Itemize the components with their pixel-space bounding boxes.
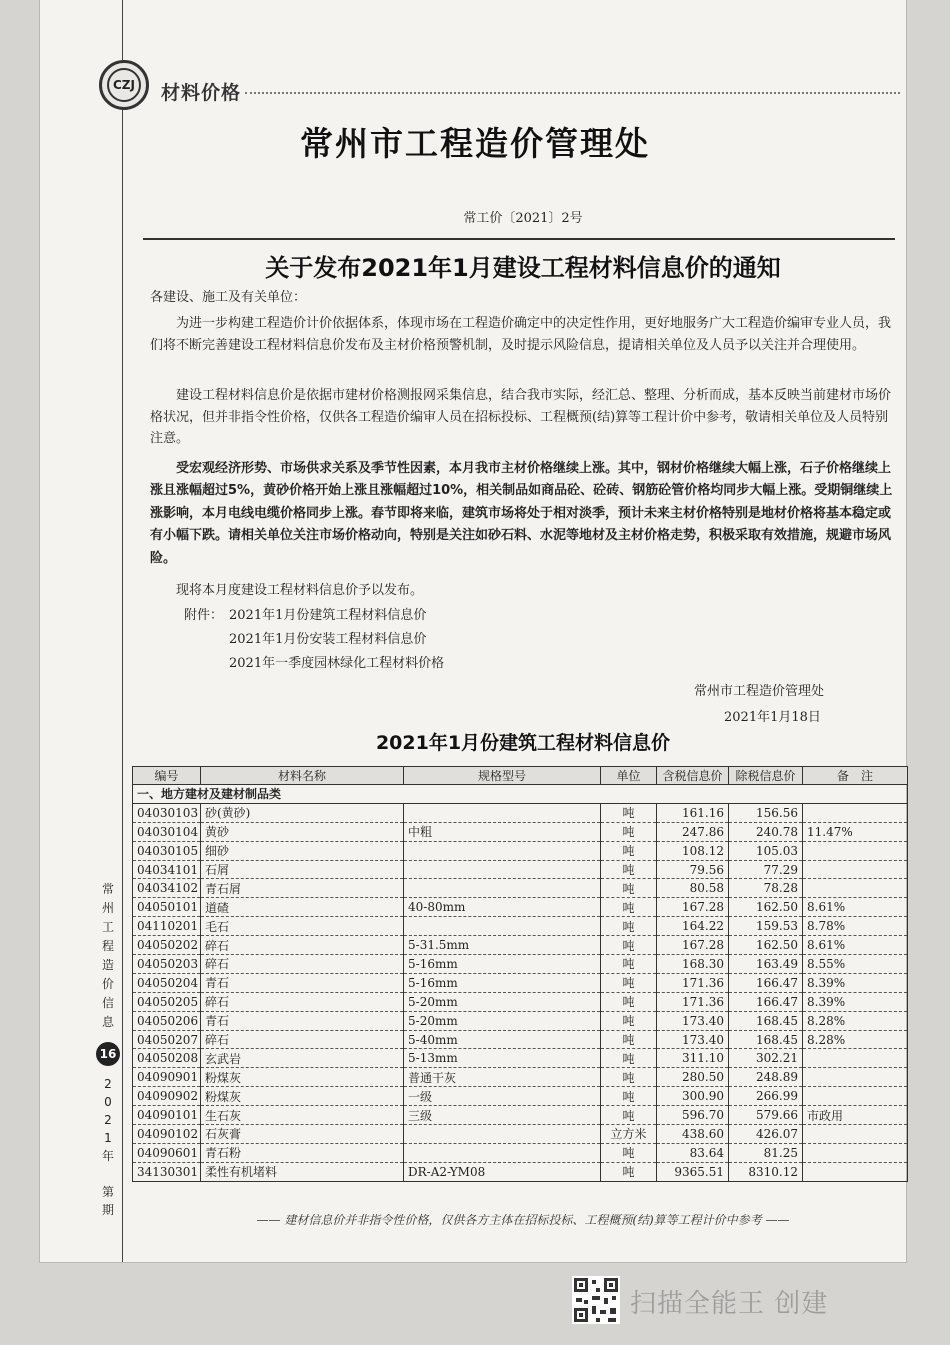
table-cell: 168.30 [657,955,729,974]
table-cell: 596.70 [657,1106,729,1125]
section-tag: 材料价格 [161,82,242,104]
table-cell: 一级 [404,1087,601,1106]
table-row [133,803,908,822]
notice-paragraph-4: 现将本月度建设工程材料信息价予以发布。 [176,583,424,598]
table-cell: 吨 [601,1011,657,1030]
table-cell: 04050205 [133,992,201,1011]
table-cell: DR-A2-YM08 [404,1162,601,1181]
notice-paragraph-2: 建设工程材料信息价是依据市建材价格测报网采集信息，结合我市实际，经汇总、整理、分析而成，基本反映当前建材市场价格状况，但并非指令性价格，仅供各工程造价编审人员在招标投标、工程概预(结)算等工程计价中参考，敬请相关单位及人员特别注意。 [150,388,892,447]
table-cell [803,1049,908,1068]
table-row [133,936,908,955]
table-row [133,841,908,860]
column-header: 含税信息价 [657,767,729,785]
table-cell: 吨 [601,1143,657,1162]
table-cell: 吨 [601,992,657,1011]
table-cell: 426.07 [729,1125,803,1144]
table-cell: 166.47 [729,973,803,992]
table-cell: 04030103 [133,803,201,822]
table-cell: 青石屑 [201,879,404,898]
attachment-item: 2021年1月份安装工程材料信息价 [229,632,427,647]
table-cell: 266.99 [729,1087,803,1106]
table-cell: 04034101 [133,860,201,879]
vertical-char: 1 [104,1131,112,1145]
category-row [133,785,908,804]
table-cell: 04090101 [133,1106,201,1125]
table-cell: 04030104 [133,822,201,841]
table-cell: 240.78 [729,822,803,841]
table-cell: 石屑 [201,860,404,879]
table-cell: 167.28 [657,936,729,955]
table-cell: 青石 [201,1011,404,1030]
table-row [133,879,908,898]
vertical-char: 0 [104,1095,112,1109]
table-cell: 吨 [601,803,657,822]
table-cell: 8.39% [803,992,908,1011]
table-cell: 8.28% [803,1011,908,1030]
table-cell: 04050207 [133,1030,201,1049]
column-header: 单位 [601,767,657,785]
category-label: 一、地方建材及建材制品类 [133,785,908,804]
table-row [133,1068,908,1087]
column-header: 材料名称 [201,767,404,785]
table-cell: 吨 [601,936,657,955]
table-cell: 三级 [404,1106,601,1125]
table-row [133,822,908,841]
vertical-char: 息 [101,1015,114,1029]
table-cell: 579.66 [729,1106,803,1125]
table-cell: 5-16mm [404,955,601,974]
page-number: 16 [96,1042,120,1066]
table-cell: 5-16mm [404,973,601,992]
table-row [133,1030,908,1049]
vertical-char [98,1165,118,1183]
table-cell: 毛石 [201,917,404,936]
table-cell: 5-31.5mm [404,936,601,955]
table-cell: 5-20mm [404,992,601,1011]
table-cell: 5-40mm [404,1030,601,1049]
attachment-item: 2021年一季度园林绿化工程材料价格 [229,656,445,671]
table-cell: 青石粉 [201,1143,404,1162]
table-cell: 171.36 [657,992,729,1011]
table-cell: 碎石 [201,955,404,974]
table-cell: 162.50 [729,898,803,917]
table-cell [803,1068,908,1087]
column-header: 除税信息价 [729,767,803,785]
table-cell: 302.21 [729,1049,803,1068]
table-cell: 吨 [601,860,657,879]
table-cell: 吨 [601,955,657,974]
table-cell: 碎石 [201,936,404,955]
table-cell: 81.25 [729,1143,803,1162]
document-rule [143,238,895,240]
attachment-label: 附件： [184,608,224,623]
table-cell: 吨 [601,898,657,917]
table-cell: 粉煤灰 [201,1068,404,1087]
signoff-organization: 常州市工程造价管理处 [694,684,825,699]
table-row [133,955,908,974]
table-cell: 04050208 [133,1049,201,1068]
vertical-char: 年 [101,1149,114,1163]
vertical-char: 州 [101,901,114,915]
qr-code-icon [572,1276,620,1324]
table-cell: 248.89 [729,1068,803,1087]
table-cell: 78.28 [729,879,803,898]
signoff-date: 2021年1月18日 [724,710,821,725]
table-row [133,992,908,1011]
table-cell: 171.36 [657,973,729,992]
table-cell: 砂(黄砂) [201,803,404,822]
price-table [132,766,908,1182]
table-cell: 311.10 [657,1049,729,1068]
table-cell: 吨 [601,1030,657,1049]
table-cell: 碎石 [201,992,404,1011]
table-cell: 108.12 [657,841,729,860]
table-cell: 8.61% [803,936,908,955]
table-cell: 立方米 [601,1125,657,1144]
table-cell: 普通干灰 [404,1068,601,1087]
salutation: 各建设、施工及有关单位： [150,290,307,305]
table-cell: 04050202 [133,936,201,955]
table-cell [803,1087,908,1106]
table-cell: 40-80mm [404,898,601,917]
table-cell: 吨 [601,1106,657,1125]
vertical-issue-label [98,1075,118,1219]
table-cell: 04050101 [133,898,201,917]
table-row [133,917,908,936]
vertical-char: 信 [101,996,114,1010]
table-cell: 吨 [601,1087,657,1106]
column-header: 编号 [133,767,201,785]
publication-logo-icon [99,60,149,110]
notice-paragraph-1: 为进一步构建工程造价计价依据体系，体现市场在工程造价确定中的决定性作用，更好地服务广大工程造价编审专业人员，我们将不断完善建设工程材料信息价发布及主材价格预警机制，及时提示风险信息，提请相关单位及人员予以关注并合理使用。 [150,316,892,353]
table-cell: 石灰膏 [201,1125,404,1144]
table-header-row [133,767,908,785]
table-cell: 04034102 [133,879,201,898]
table-cell [404,917,601,936]
table-cell: 11.47% [803,822,908,841]
table-cell: 04090902 [133,1087,201,1106]
table-cell [803,1162,908,1181]
table-cell: 柔性有机堵料 [201,1162,404,1181]
table-cell [803,803,908,822]
table-cell: 玄武岩 [201,1049,404,1068]
table-cell: 166.47 [729,992,803,1011]
table-cell: 77.29 [729,860,803,879]
table-cell: 细砂 [201,841,404,860]
vertical-char: 造 [101,958,114,972]
vertical-char: 常 [101,882,114,896]
attachment-item: 2021年1月份建筑工程材料信息价 [229,608,427,623]
logo-mark: CZJ [107,68,141,102]
table-row [133,1087,908,1106]
table-cell: 300.90 [657,1087,729,1106]
table-row [133,1011,908,1030]
table-cell: 161.16 [657,803,729,822]
table-cell [803,841,908,860]
vertical-char: 2 [104,1113,112,1127]
table-cell: 吨 [601,822,657,841]
table-cell: 8.78% [803,917,908,936]
table-cell: 04090901 [133,1068,201,1087]
notice-title: 关于发布2021年1月建设工程材料信息价的通知 [265,254,781,282]
table-cell: 5-20mm [404,1011,601,1030]
table-cell [404,1125,601,1144]
table-cell: 168.45 [729,1030,803,1049]
table-cell: 吨 [601,879,657,898]
table-cell: 8.61% [803,898,908,917]
table-row [133,898,908,917]
table-cell: 8.39% [803,973,908,992]
table-cell [404,1143,601,1162]
table-cell: 吨 [601,1068,657,1087]
table-cell: 164.22 [657,917,729,936]
table-row [133,1106,908,1125]
vertical-char: 第 [101,1185,114,1199]
table-cell: 83.64 [657,1143,729,1162]
table-cell: 438.60 [657,1125,729,1144]
table-cell: 04030105 [133,841,201,860]
scanner-watermark: 扫描全能王 创建 [630,1289,829,1319]
table-cell: 04090102 [133,1125,201,1144]
table-cell: 04050203 [133,955,201,974]
vertical-char: 2 [104,1077,112,1091]
table-cell: 碎石 [201,1030,404,1049]
table-cell: 中粗 [404,822,601,841]
table-cell: 粉煤灰 [201,1087,404,1106]
table-row [133,1125,908,1144]
table-row [133,973,908,992]
table-cell: 04050204 [133,973,201,992]
table-cell: 吨 [601,1049,657,1068]
table-cell: 黄砂 [201,822,404,841]
table-cell: 8.55% [803,955,908,974]
table-cell: 105.03 [729,841,803,860]
running-header [95,60,907,120]
table-cell: 159.53 [729,917,803,936]
vertical-char: 价 [101,977,114,991]
table-cell: 生石灰 [201,1106,404,1125]
table-cell [404,841,601,860]
table-cell: 吨 [601,841,657,860]
table-cell [803,1143,908,1162]
table-cell: 173.40 [657,1011,729,1030]
table-cell: 156.56 [729,803,803,822]
notice-paragraph-3: 受宏观经济形势、市场供求关系及季节性因素，本月我市主材价格继续上涨。其中，钢材价格继续大幅上涨，石子价格继续上涨且涨幅超过5%，黄砂价格开始上涨且涨幅超过10%，相关制品如商品砼、砼砖、钢筋砼管价格均同步大幅上涨。受期铜继续上涨影响，本月电线电缆价格同步上涨。春节即将来临，建筑市场将处于相对淡季，预计未来主材价格特别是地材价格将基本稳定或有小幅下跌。请相关单位关注市场价格动向，特别是关注如砂石料、水泥等地材及主材价格走势，积极采取有效措施，规避市场风险。 [150,461,893,566]
vertical-char: 期 [101,1203,114,1217]
table-cell: 247.86 [657,822,729,841]
table-cell: 8.28% [803,1030,908,1049]
table-row [133,1162,908,1181]
table-cell [803,879,908,898]
column-header: 规格型号 [404,767,601,785]
table-cell: 吨 [601,1162,657,1181]
column-header: 备 注 [803,767,908,785]
table-cell: 04090601 [133,1143,201,1162]
table-cell: 8310.12 [729,1162,803,1181]
table-cell: 80.58 [657,879,729,898]
table-cell: 04110201 [133,917,201,936]
table-cell: 道碴 [201,898,404,917]
table-cell [404,860,601,879]
vertical-journal-title [98,880,118,1032]
table-cell: 168.45 [729,1011,803,1030]
margin-rule [122,0,123,1262]
table-cell: 79.56 [657,860,729,879]
table-cell [404,803,601,822]
table-cell: 5-13mm [404,1049,601,1068]
page-footer: —— 建材信息价并非指令性价格，仅供各方主体在招标投标、工程概预(结)算等工程计价中参考 —— [256,1213,790,1227]
table-cell: 280.50 [657,1068,729,1087]
vertical-char: 程 [101,939,114,953]
organization-title: 常州市工程造价管理处 [300,124,650,163]
table-cell: 吨 [601,973,657,992]
table-cell: 173.40 [657,1030,729,1049]
document-number: 常工价〔2021〕2号 [463,211,583,226]
table-cell: 吨 [601,917,657,936]
table-cell [803,1125,908,1144]
table-cell: 04050206 [133,1011,201,1030]
header-dotted-rule [245,92,900,94]
table-cell: 163.49 [729,955,803,974]
table-cell [404,879,601,898]
table-cell: 9365.51 [657,1162,729,1181]
price-table-title: 2021年1月份建筑工程材料信息价 [375,732,671,754]
vertical-char: 工 [101,920,114,934]
table-cell: 青石 [201,973,404,992]
table-row [133,1049,908,1068]
table-row [133,860,908,879]
table-row [133,1143,908,1162]
table-cell [803,860,908,879]
table-cell: 162.50 [729,936,803,955]
table-cell: 167.28 [657,898,729,917]
table-cell: 市政用 [803,1106,908,1125]
table-cell: 34130301 [133,1162,201,1181]
